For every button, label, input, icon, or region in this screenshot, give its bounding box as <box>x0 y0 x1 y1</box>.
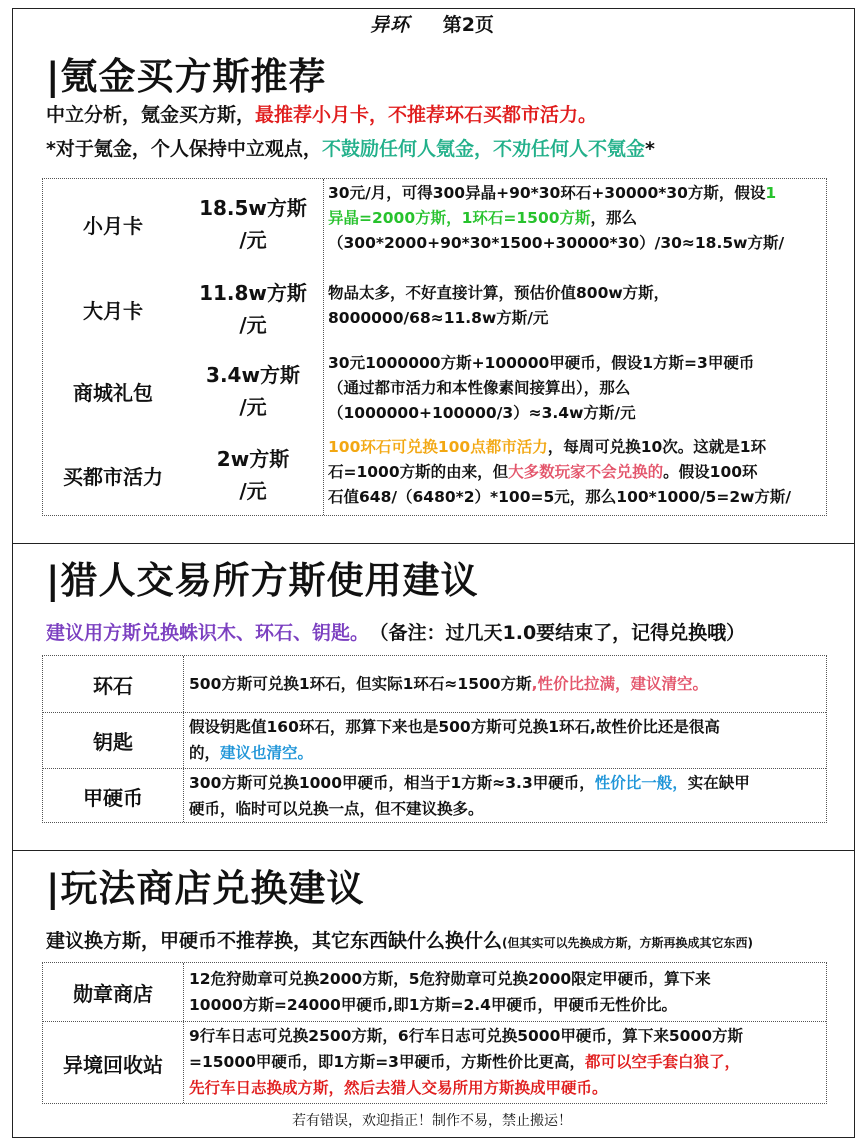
row-description: 300方斯可兑换1000甲硬币，相当于1方斯≈3.3甲硬币，性价比一般，实在缺甲 硬币，临时可以兑换一点，但不建议换多。 <box>189 774 750 818</box>
row-label: 商城礼包 <box>73 380 153 405</box>
table-row <box>43 179 826 269</box>
section-title-shop: |玩法商店兑换建议 <box>46 867 365 910</box>
footer-note: 若有错误，欢迎指正！制作不易，禁止搬运！ <box>292 1113 572 1129</box>
table-row <box>43 1021 826 1105</box>
section1-summary: 中立分析，氪金买方斯，最推荐小月卡，不推荐环石买都市活力。 <box>46 104 598 126</box>
row-description: 假设钥匙值160环石，那算下来也是500方斯可兑换1环石,故性价比还是很高 的，建议也清空。 <box>189 718 720 762</box>
section1-note: *对于氪金，个人保持中立观点，不鼓励任何人氪金，不劝任何人不氪金* <box>46 138 655 160</box>
row-description: 30元/月，可得300异晶+90*30环石+30000*30方斯，假设1 异晶=2000方斯，1环石=1500方斯，那么 （300*2000+90*30*1500+30000*30）/30≈18.5w方斯/ <box>328 184 785 252</box>
table-row <box>43 349 826 433</box>
row-description: 9行车日志可兑换2500方斯，6行车日志可兑换5000甲硬币，算下来5000方斯 =15000甲硬币，即1方斯=3甲硬币，方斯性价比更高，都可以空手套白狼了， 先行车日志换成方斯，然后去猎人交易所用方斯换成甲硬币。 <box>189 1027 743 1097</box>
exchange-table <box>42 655 827 823</box>
section-title-krypton: |氪金买方斯推荐 <box>46 55 327 98</box>
section3-summary: 建议换方斯，甲硬币不推荐换，其它东西缺什么换什么(但其实可以先换成方斯，方斯再换成其它东西) <box>46 930 753 952</box>
row-description: 30元1000000方斯+100000甲硬币，假设1方斯=3甲硬币 （通过都市活力和本性像素间接算出），那么 （1000000+100000/3）≈3.4w方斯/元 <box>328 354 755 422</box>
row-description: 物品太多，不好直接计算，预估价值800w方斯， 8000000/68≈11.8w方斯/元 <box>328 284 670 327</box>
table-row <box>43 433 826 517</box>
table-row <box>43 656 826 712</box>
shop-table <box>42 962 827 1104</box>
row-label: 甲硬币 <box>83 785 143 810</box>
section-divider <box>12 543 855 544</box>
section-divider <box>12 850 855 851</box>
row-label: 异境回收站 <box>63 1052 163 1077</box>
row-value: 11.8w方斯 /元 <box>199 281 307 337</box>
row-value: 3.4w方斯 /元 <box>206 363 300 419</box>
game-logo: 异环 <box>370 14 411 36</box>
row-description: 100环石可兑换100点都市活力，每周可兑换10次。这就是1环 石=1000方斯的由来，但大多数玩家不会兑换的。假设100环 石值648/（6480*2）*100=5元，那么100*1000/5=2w方斯/ <box>328 438 792 506</box>
row-description: 12危狩勋章可兑换2000方斯，5危狩勋章可兑换2000限定甲硬币，算下来 10000方斯=24000甲硬币,即1方斯=2.4甲硬币，甲硬币无性价比。 <box>189 970 711 1014</box>
row-description: 500方斯可兑换1环石，但实际1环石≈1500方斯,性价比拉满，建议清空。 <box>189 675 708 693</box>
page-header <box>0 10 864 37</box>
row-label: 买都市活力 <box>63 464 163 489</box>
table-row <box>43 963 826 1021</box>
table-row <box>43 712 826 768</box>
row-value: 2w方斯 /元 <box>216 447 290 503</box>
krypton-table <box>42 178 827 516</box>
page-number: 第2页 <box>442 14 494 36</box>
table-row <box>43 269 826 349</box>
row-value: 18.5w方斯 /元 <box>199 196 307 252</box>
row-label: 大月卡 <box>83 298 143 323</box>
row-label: 小月卡 <box>83 213 143 238</box>
section-title-exchange: |猎人交易所方斯使用建议 <box>46 559 479 602</box>
section2-summary: 建议用方斯兑换蛛识木、环石、钥匙。 （备注：过几天1.0要结束了，记得兑换哦） <box>46 622 746 644</box>
row-label: 环石 <box>93 673 133 698</box>
row-label: 钥匙 <box>93 729 133 754</box>
table-row <box>43 768 826 824</box>
row-label: 勋章商店 <box>73 981 153 1006</box>
